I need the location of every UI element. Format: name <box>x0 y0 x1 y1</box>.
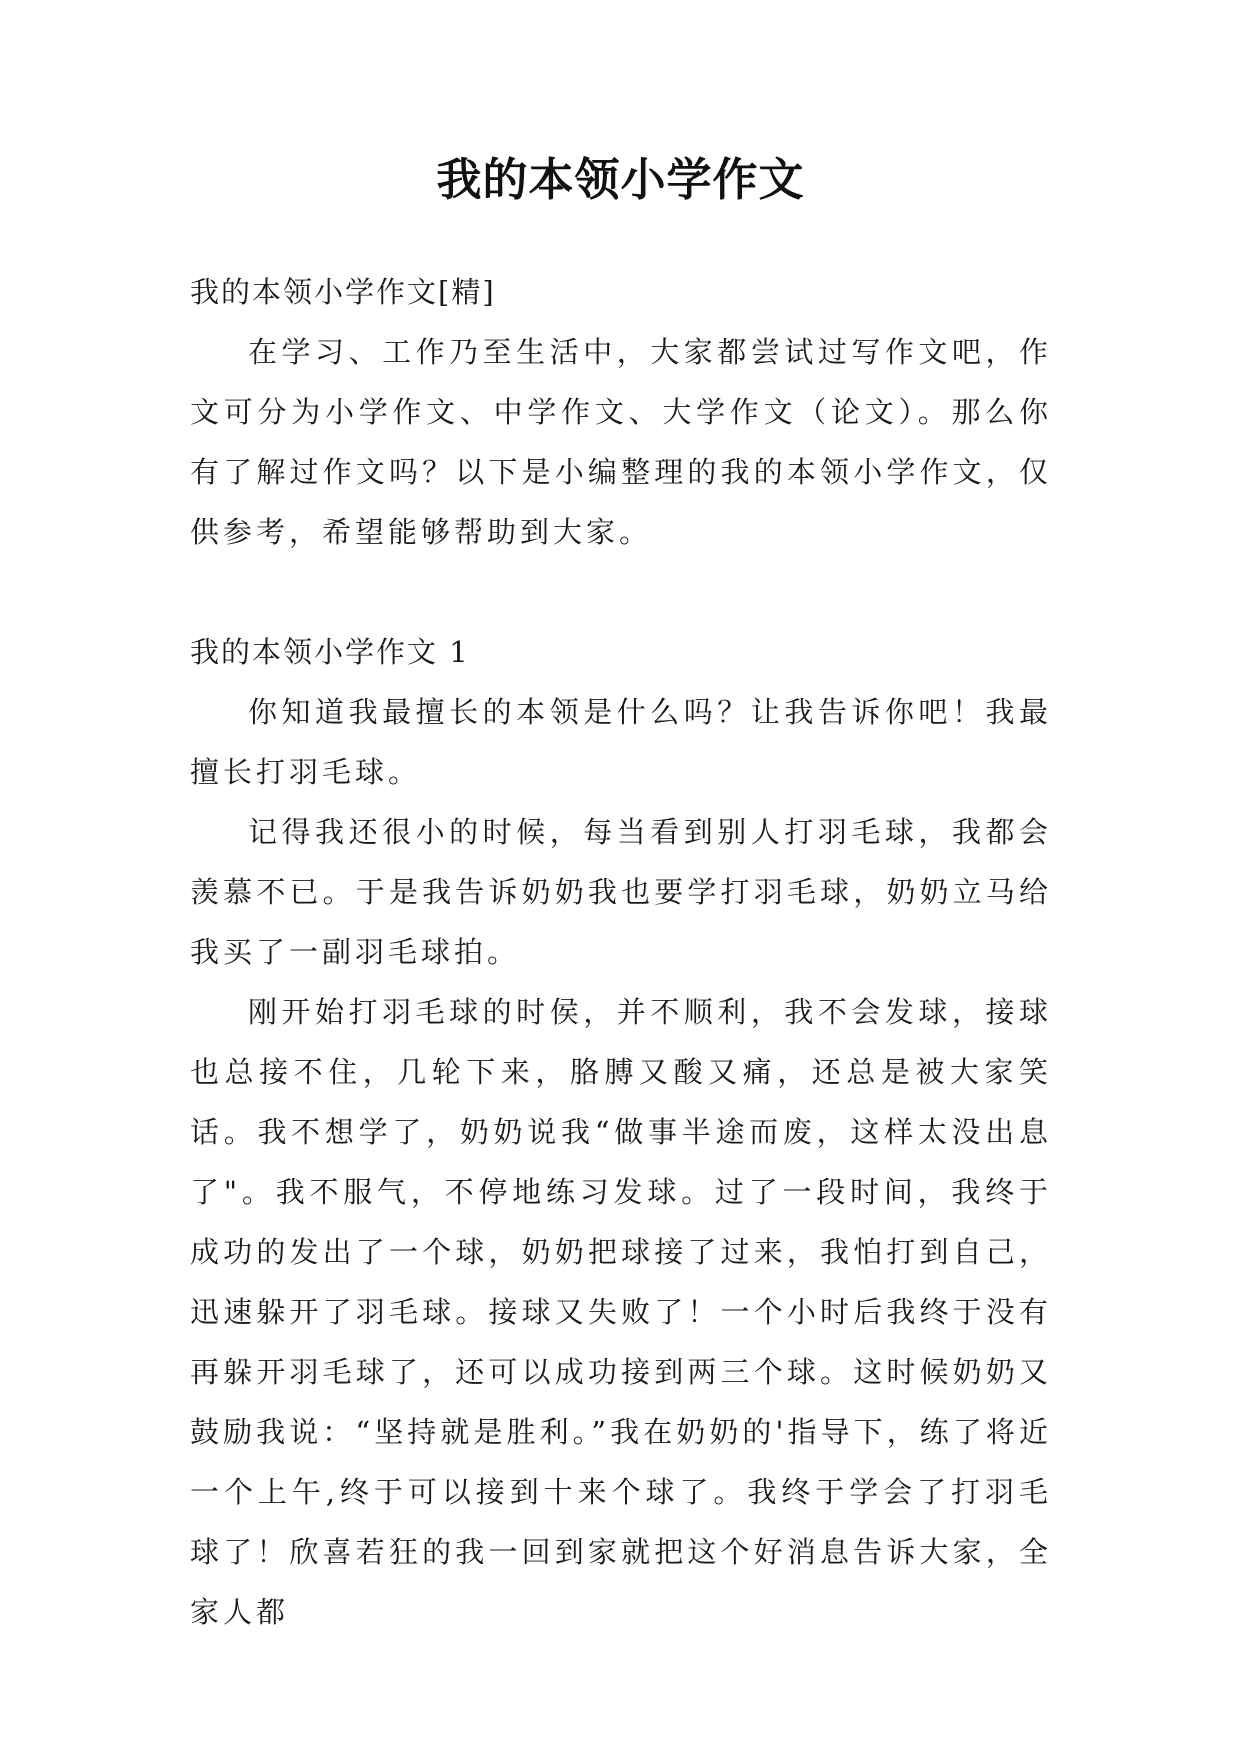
document-title: 我的本领小学作文 <box>436 153 805 206</box>
section-heading: 我的本领小学作文 1 <box>190 635 470 669</box>
document-body <box>190 262 1052 1642</box>
intro-paragraph: 在学习、工作乃至生活中，大家都尝试过写作文吧，作文可分为小学作文、中学作文、大学作文（论文）。那么你有了解过作文吗？以下是小编整理的我的本领小学作文，仅供参考，希望能够帮助到大家。 <box>190 335 1052 549</box>
section-spacer <box>190 562 1052 622</box>
document-subtitle: 我的本领小学作文[精] <box>190 275 496 309</box>
essay-paragraph-1: 你知道我最擅长的本领是什么吗？让我告诉你吧！我最擅长打羽毛球。 <box>190 695 1052 789</box>
essay-paragraph-2: 记得我还很小的时候，每当看到别人打羽毛球，我都会羡慕不已。于是我告诉奶奶我也要学打羽毛球，奶奶立马给我买了一副羽毛球拍。 <box>190 815 1052 969</box>
essay-paragraph-3: 刚开始打羽毛球的时侯，并不顺利，我不会发球，接球也总接不住，几轮下来，胳膊又酸又痛，还总是被大家笑话。我不想学了，奶奶说我“做事半途而废，这样太没出息了"。我不服气，不停地练习发球。过了一段时间，我终于成功的发出了一个球，奶奶把球接了过来，我怕打到自己，迅速躲开了羽毛球。接球又失败了！一个小时后我终于没有再躲开羽毛球了，还可以成功接到两三个球。这时候奶奶又鼓励我说：“坚持就是胜利。”我在奶奶的'指导下，练了将近一个上午,终于可以接到十来个球了。我终于学会了打羽毛球了！欣喜若狂的我一回到家就把这个好消息告诉大家，全家人都 <box>190 995 1052 1629</box>
